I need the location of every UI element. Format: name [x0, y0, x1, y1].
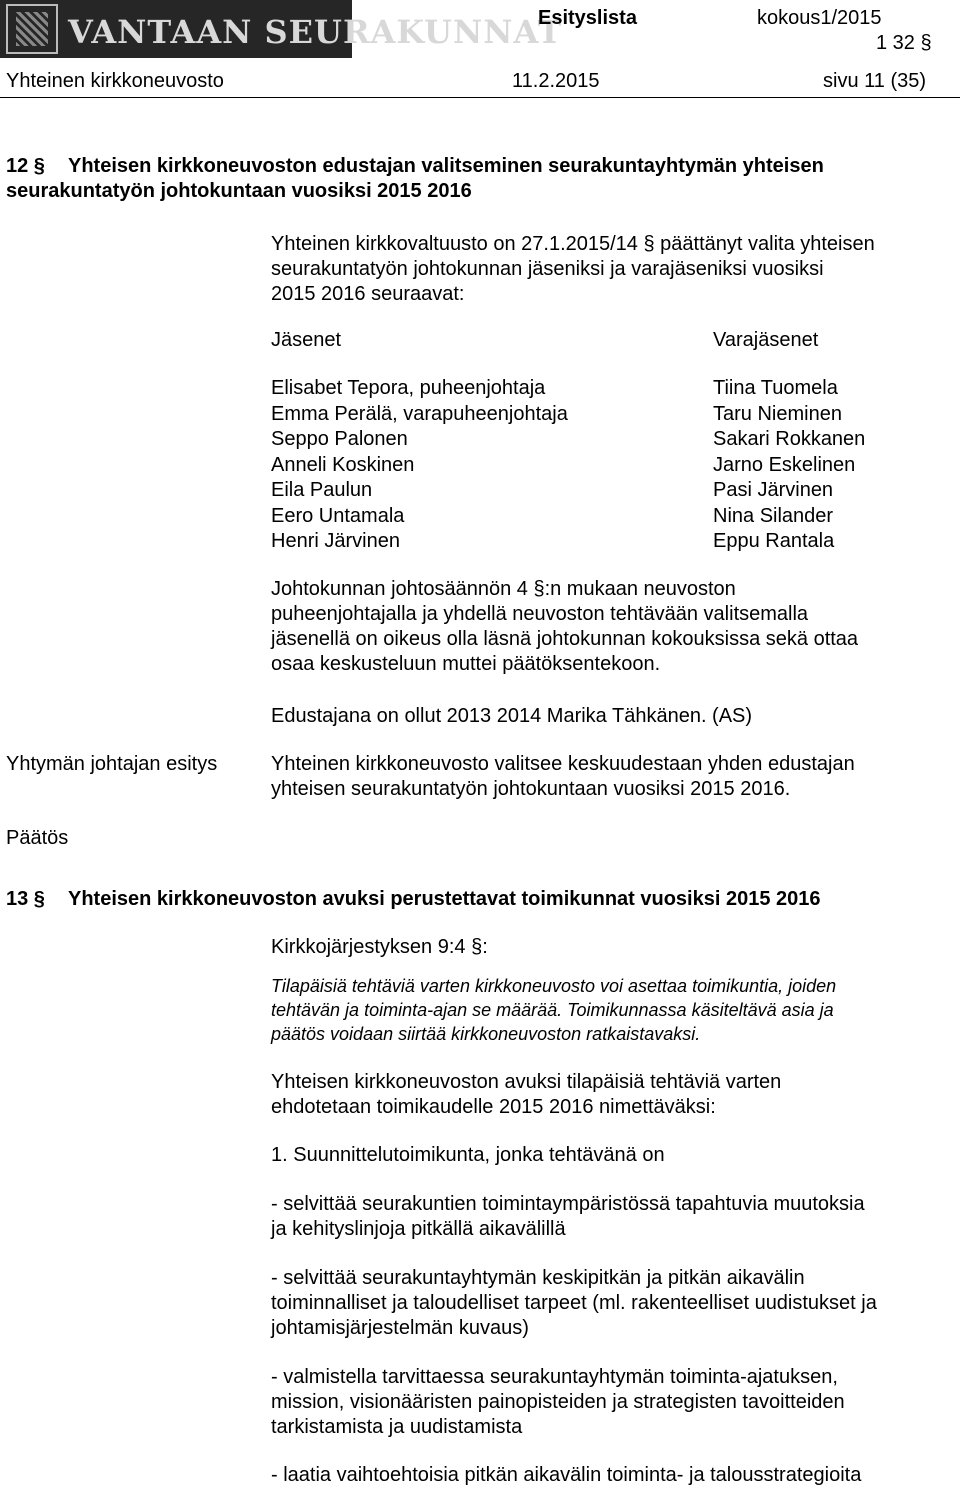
rules-line: osaa keskusteluun muttei päätöksentekoon.: [271, 653, 661, 675]
bullet-line: - selvittää seurakuntien toimintaympäristössä tapahtuvia muutoksia: [271, 1193, 865, 1215]
proposal-line: ehdotetaan toimikaudelle 2015 2016 nimettäväksi:: [271, 1096, 716, 1118]
member-name: Henri Järvinen: [271, 530, 400, 552]
section-range: 1 32 §: [876, 32, 932, 54]
proposal-text: [271, 752, 951, 802]
members-header: Jäsenet: [271, 329, 342, 351]
member-name: Seppo Palonen: [271, 428, 408, 450]
deputy-name: Jarno Eskelinen: [713, 453, 856, 476]
task-bullet: [271, 1463, 951, 1488]
committee-item-1: 1. Suunnittelutoimikunta, jonka tehtävänä on: [271, 1144, 665, 1166]
deputies-list: [713, 376, 865, 555]
bullet-line: - valmistella tarvittaessa seurakuntayhtymän toiminta-ajatuksen,: [271, 1366, 838, 1388]
task-bullet: [271, 1266, 951, 1341]
section-12-title-line1: Yhteisen kirkkoneuvoston edustajan valitseminen seurakuntayhtymän yhteisen: [68, 155, 824, 177]
decision-label: Päätös: [6, 827, 69, 849]
bullet-line: - laatia vaihtoehtoisia pitkän aikavälin toiminta- ja talousstrategioita: [271, 1464, 862, 1486]
bullet-line: mission, visionääristen painopisteiden ja strategisten tavoitteiden: [271, 1391, 845, 1413]
proposal-line: Yhteinen kirkkoneuvosto valitsee keskuudestaan yhden edustajan: [271, 753, 855, 775]
law-reference: Kirkkojärjestyksen 9:4 §:: [271, 936, 488, 958]
quote-line: päätös voidaan siirtää kirkkoneuvoston ratkaistavaksi.: [271, 1024, 701, 1044]
governing-body: Yhteinen kirkkoneuvosto: [6, 70, 224, 92]
section-12-title-line2: seurakuntatyön johtokuntaan vuosiksi 2015 2016: [6, 180, 472, 202]
intro-line: seurakuntatyön johtokunnan jäseniksi ja varajäseniksi vuosiksi: [271, 258, 824, 280]
proposal-line: yhteisen seurakuntatyön johtokuntaan vuosiksi 2015 2016.: [271, 778, 791, 800]
member-name: Eila Paulun: [271, 479, 373, 501]
meeting-date: 11.2.2015: [512, 70, 600, 92]
section-13-proposal: [271, 1070, 951, 1120]
member-name: Elisabet Tepora, puheenjohtaja: [271, 377, 546, 399]
header-divider: [0, 97, 960, 98]
bullet-line: - selvittää seurakuntayhtymän keskipitkän ja pitkän aikavälin: [271, 1267, 805, 1289]
member-name: Emma Perälä, varapuheenjohtaja: [271, 402, 568, 425]
section-12-number: 12 §: [6, 155, 45, 177]
bullet-line: ja kehityslinjoja pitkällä aikavälillä: [271, 1218, 566, 1240]
bullet-line: tarkistamista ja uudistamista: [271, 1416, 523, 1438]
members-list: [271, 376, 568, 555]
member-name: Anneli Koskinen: [271, 453, 415, 476]
church-emblem-icon: [6, 4, 58, 54]
doc-type: Esityslista: [538, 7, 637, 29]
proposal-label: Yhtymän johtajan esitys: [6, 753, 218, 775]
bullet-line: johtamisjärjestelmän kuvaus): [271, 1317, 529, 1339]
quote-line: Tilapäisiä tehtäviä varten kirkkoneuvosto voi asettaa toimikuntia, joiden: [271, 976, 837, 996]
deputy-name: Eppu Rantala: [713, 530, 835, 552]
page-number: sivu 11 (35): [823, 70, 927, 92]
deputy-name: Sakari Rokkanen: [713, 428, 866, 450]
rules-line: Johtokunnan johtosäännön 4 §:n mukaan neuvoston: [271, 578, 736, 600]
proposal-line: Yhteisen kirkkoneuvoston avuksi tilapäisiä tehtäviä varten: [271, 1071, 782, 1093]
task-bullet: [271, 1365, 951, 1440]
section-13-number: 13 §: [6, 888, 45, 910]
logo-text: VANTAAN SEURAKUNNAT: [68, 13, 563, 51]
deputy-name: Nina Silander: [713, 504, 834, 527]
deputy-name: Taru Nieminen: [713, 402, 842, 425]
deputies-header: Varajäsenet: [713, 329, 819, 351]
section-12-intro: [271, 232, 951, 307]
quote-line: tehtävän ja toiminta-ajan se määrää. Toimikunnassa käsiteltävä asia ja: [271, 1000, 834, 1020]
bullet-line: toiminnalliset ja taloudelliset tarpeet (ml. rakenteelliset uudistukset ja: [271, 1292, 877, 1314]
deputy-name: Tiina Tuomela: [713, 377, 838, 399]
previous-representative: Edustajana on ollut 2013 2014 Marika Tähkänen. (AS): [271, 705, 753, 727]
intro-line: Yhteinen kirkkovaltuusto on 27.1.2015/14 § päättänyt valita yhteisen: [271, 233, 875, 255]
meeting-number: kokous1/2015: [757, 7, 882, 29]
rules-paragraph: [271, 577, 951, 677]
member-name: Eero Untamala: [271, 504, 405, 527]
law-quote: [271, 974, 951, 1046]
rules-line: puheenjohtajalla ja yhdellä neuvoston tehtävään valitsemalla: [271, 603, 809, 625]
organization-logo: [0, 0, 563, 58]
task-bullet: [271, 1192, 951, 1242]
deputy-name: Pasi Järvinen: [713, 479, 834, 501]
section-13-title: Yhteisen kirkkoneuvoston avuksi perustettavat toimikunnat vuosiksi 2015 2016: [68, 888, 821, 910]
intro-line: 2015 2016 seuraavat:: [271, 283, 465, 305]
rules-line: jäsenellä on oikeus olla läsnä johtokunnan kokouksissa sekä ottaa: [271, 628, 859, 650]
